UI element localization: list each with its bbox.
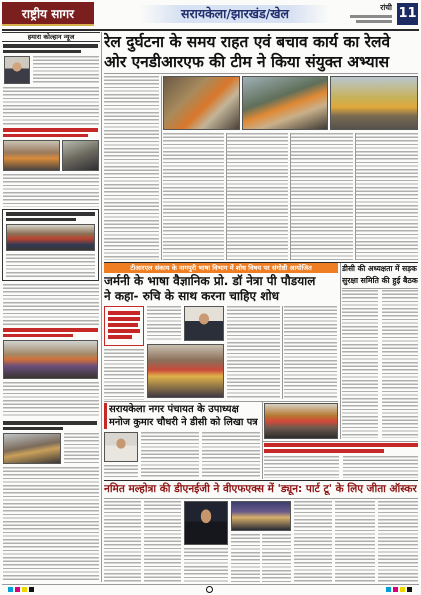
body-text-column <box>382 290 418 438</box>
story-headline-text <box>3 334 73 338</box>
photo-rescue-team <box>163 76 240 130</box>
print-mark-cyan <box>8 587 13 592</box>
story-headline-text <box>3 44 98 48</box>
body-text-column <box>144 501 181 582</box>
body-text-column <box>33 56 99 84</box>
story-headline-text <box>6 218 76 222</box>
body-text-column <box>3 87 99 125</box>
body-text-column <box>227 133 288 260</box>
print-mark-magenta <box>393 587 398 592</box>
quote-text <box>108 311 140 315</box>
section-rule <box>104 480 418 481</box>
story-headline-text <box>264 449 384 453</box>
print-mark-yellow <box>22 587 27 592</box>
seminar-headline-line1: जर्मनी के भाषा वैज्ञानिक प्रो. डॉ नेत्रा पी पौडयाल <box>104 274 316 288</box>
photo-train-coach <box>330 76 418 130</box>
left-column-header: हमारा कोल्हान न्यूज <box>2 32 100 42</box>
story-headline-text <box>3 128 98 132</box>
letter-headline-line1: सरायकेला नगर पंचायत के उपाध्यक्ष <box>109 404 239 415</box>
body-text-column <box>147 306 181 341</box>
column-rule <box>161 76 162 260</box>
print-mark-magenta <box>15 587 20 592</box>
column-rule <box>101 32 102 582</box>
story-headline-text <box>6 212 95 216</box>
body-text-column <box>335 501 375 582</box>
body-text-column <box>231 534 260 582</box>
photo-linguist-portrait <box>184 306 224 341</box>
body-text-column <box>104 465 138 478</box>
story-headline-text <box>3 50 81 54</box>
letter-headline-line2: मनोज कुमार चौधरी ने डीसी को लिखा पत्र <box>109 417 258 428</box>
quote-box <box>104 306 144 346</box>
photo-oscar-team <box>231 501 291 531</box>
body-text-column <box>284 306 337 399</box>
body-text-column <box>202 432 260 478</box>
body-text-column <box>3 467 99 581</box>
seminar-kicker: टीआरएल संकाय के नागपुरी भाषा विभाग में शोध विषय पर संगोष्ठी आयोजित <box>104 263 338 273</box>
print-mark-black <box>407 587 412 592</box>
photo-headshot <box>4 56 30 84</box>
boxed-story <box>2 209 99 281</box>
page-number: 11 <box>397 3 418 25</box>
photo-event <box>3 433 61 464</box>
road-safety-headline-line1: डीसी की अध्यक्षता में सड़क <box>342 264 417 273</box>
edition-website-text <box>356 20 392 23</box>
body-text-column <box>64 433 99 464</box>
body-text-column <box>104 349 144 400</box>
section-title: सरायकेला/झारखंड/खेल <box>140 5 330 23</box>
body-text-column <box>342 290 378 438</box>
quote-text <box>108 335 132 339</box>
photo-crowd <box>264 403 338 439</box>
headline-accent-bar <box>104 403 107 429</box>
photo-ndrf-personnel <box>242 76 328 130</box>
photo-vice-chairman <box>104 432 138 462</box>
headline-rule <box>342 288 418 289</box>
body-text-column <box>163 133 224 260</box>
body-text-column <box>291 133 353 260</box>
body-text-column <box>3 174 99 207</box>
masthead <box>2 2 94 26</box>
body-text-column <box>356 133 418 260</box>
body-text-column <box>294 501 332 582</box>
column-rule <box>282 306 283 399</box>
section-rule <box>262 441 418 442</box>
body-text-column <box>141 432 199 478</box>
photo-group <box>62 140 99 171</box>
body-text-column <box>104 76 159 260</box>
section-rule <box>104 401 338 402</box>
road-safety-headline-line2: सुरक्षा समिति की हुई बैठक <box>342 276 418 285</box>
story-headline-text <box>264 443 418 447</box>
photo-group <box>3 140 60 171</box>
story-headline-text <box>3 427 63 431</box>
headline-rule <box>104 498 418 499</box>
masthead-title: राष्ट्रीय सागर <box>21 7 75 21</box>
photo-students <box>6 224 95 251</box>
print-mark-cyan <box>386 587 391 592</box>
body-text-column <box>3 382 99 418</box>
photo-namit-malhotra <box>184 501 228 545</box>
body-text-column <box>3 284 99 325</box>
headline-rule <box>104 73 418 74</box>
rail-drill-headline-line2: ओर एनडीआरएफ की टीम ने किया संयुक्त अभ्यास <box>104 53 390 71</box>
print-mark-black <box>29 587 34 592</box>
registration-mark-icon <box>206 586 213 593</box>
body-text-column <box>378 501 418 582</box>
print-mark-yellow <box>400 587 405 592</box>
edition-city: रांची <box>380 3 392 12</box>
story-headline-text <box>3 328 98 332</box>
body-text-column <box>262 534 291 582</box>
header-rule <box>2 29 419 31</box>
oscar-headline: नमित मल्होत्रा की डीएनईजी ने वीएफएक्स में 'ड्यून: पार्ट टू' के लिए जीता ऑस्कर <box>104 483 417 495</box>
footer-rule <box>2 584 419 585</box>
seminar-headline-line2: ने कहा- रुचि के साथ करना चाहिए शोध <box>104 289 279 303</box>
body-text-column <box>264 456 339 478</box>
body-text-column <box>227 306 280 399</box>
quote-text <box>108 329 140 333</box>
rail-drill-headline-line1: रेल दुर्घटना के समय राहत एवं बचाव कार्य का रेलवे <box>104 33 391 51</box>
story-headline-text <box>3 134 88 138</box>
story-headline-text <box>3 421 97 425</box>
body-text-column <box>104 501 141 582</box>
body-text-column <box>6 254 95 278</box>
body-text-column <box>343 456 418 478</box>
body-text-column <box>184 548 228 582</box>
photo-seminar-audience <box>147 344 224 398</box>
quote-text <box>108 323 138 327</box>
column-rule <box>340 263 341 439</box>
quote-text <box>108 317 140 321</box>
photo-gathering <box>3 340 98 379</box>
edition-date-text <box>350 15 392 18</box>
